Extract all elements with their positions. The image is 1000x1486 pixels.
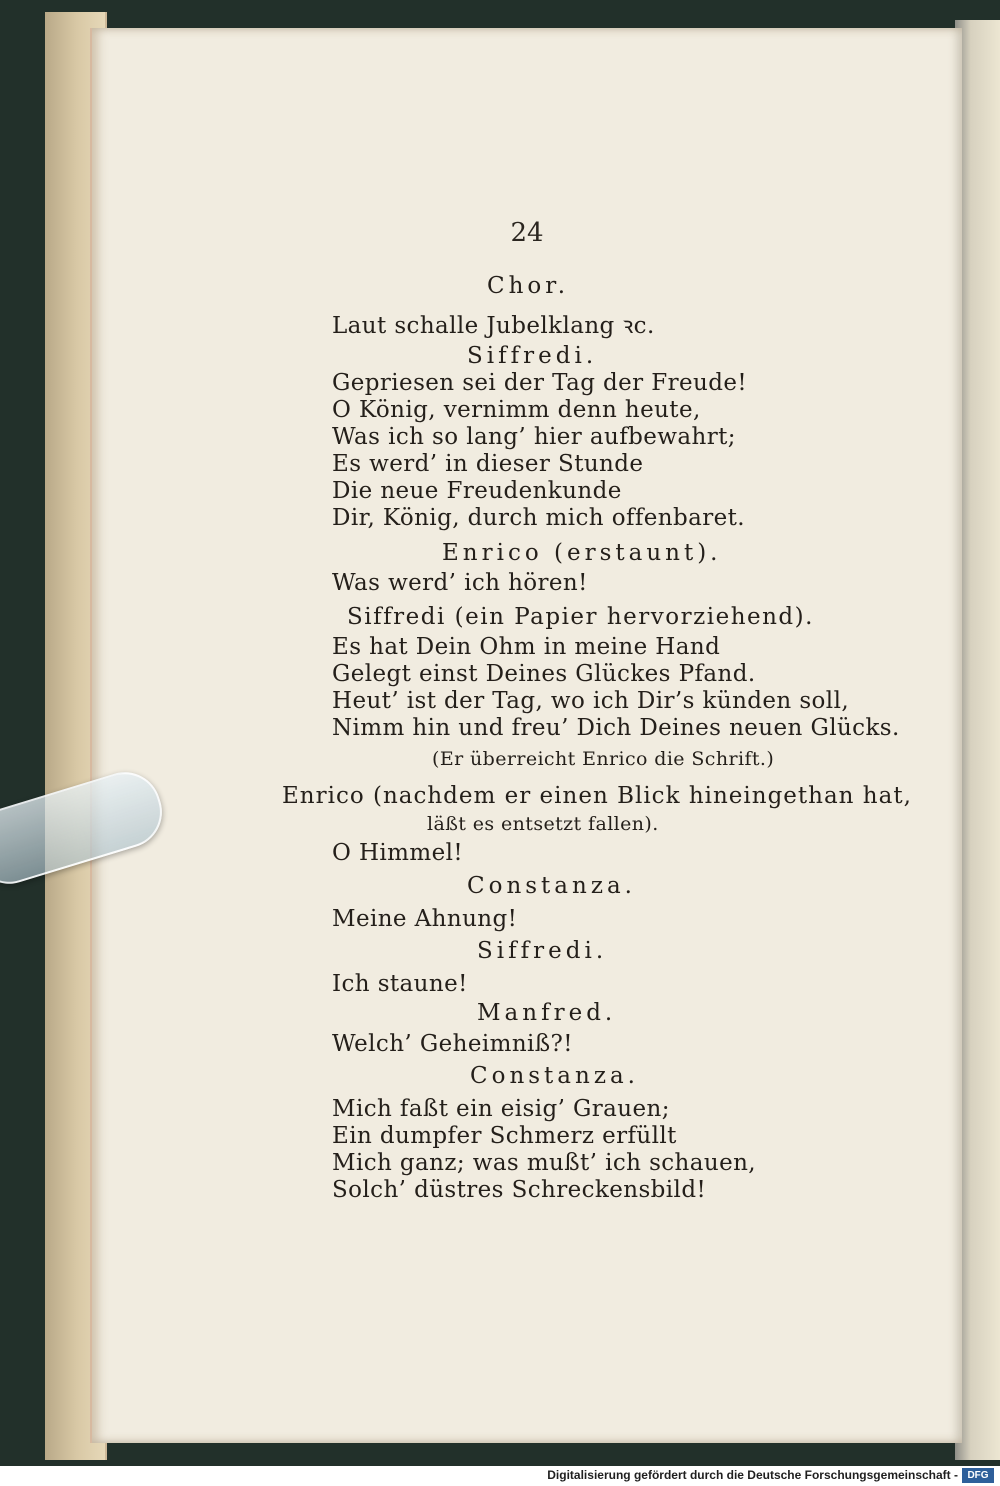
- speaker-heading: Constanza.: [467, 873, 636, 899]
- verse-line: Solch’ düstres Schreckensbild!: [332, 1177, 707, 1203]
- verse-line: Es hat Dein Ohm in meine Hand: [332, 634, 721, 660]
- verse-line: Die neue Freudenkunde: [332, 478, 622, 504]
- verse-line: Dir, König, durch mich offenbaret.: [332, 505, 746, 531]
- dfg-logo: DFG: [962, 1468, 994, 1483]
- stage-direction: läßt es entsetzt fallen).: [427, 813, 659, 835]
- verse-line: Mich ganz; was mußt’ ich schauen,: [332, 1150, 757, 1176]
- speaker-heading: Manfred.: [477, 1000, 617, 1026]
- funding-credit: Digitalisierung gefördert durch die Deutsche Forschungsgemeinschaft -: [547, 1468, 958, 1482]
- book-page: [90, 28, 962, 1443]
- verse-line: Es werd’ in dieser Stunde: [332, 451, 644, 477]
- speaker-heading: Chor.: [487, 273, 570, 299]
- verse-line: Gelegt einst Deines Glückes Pfand.: [332, 661, 756, 687]
- speaker-heading: Constanza.: [470, 1063, 639, 1089]
- verse-line: Mich faßt ein eisig’ Grauen;: [332, 1096, 670, 1122]
- speaker-heading: Enrico (erstaunt).: [442, 540, 722, 566]
- verse-line: Nimm hin und freu’ Dich Deines neuen Glücks.: [332, 715, 900, 741]
- page-number: 24: [510, 218, 544, 248]
- speaker-heading: Siffredi.: [477, 938, 608, 964]
- speaker-heading: Siffredi (ein Papier hervorziehend).: [347, 604, 814, 630]
- verse-line: Welch’ Geheimniß?!: [332, 1031, 573, 1057]
- verse-line: Ein dumpfer Schmerz erfüllt: [332, 1123, 677, 1149]
- verse-line: Gepriesen sei der Tag der Freude!: [332, 370, 748, 396]
- verse-line: Was werd’ ich hören!: [332, 570, 588, 596]
- verse-line: Was ich so lang’ hier aufbewahrt;: [332, 424, 736, 450]
- speaker-heading: Enrico (nachdem er einen Blick hineingethan hat,: [282, 783, 912, 809]
- verse-line: Ich staune!: [332, 971, 468, 997]
- verse-line: Laut schalle Jubelklang ꝛc.: [332, 313, 655, 339]
- verse-line: Heut’ ist der Tag, wo ich Dir’s künden soll,: [332, 688, 850, 714]
- verse-line: O Himmel!: [332, 840, 464, 866]
- speaker-heading: Siffredi.: [467, 343, 598, 369]
- verse-line: O König, vernimm denn heute,: [332, 397, 701, 423]
- verse-line: Meine Ahnung!: [332, 906, 518, 932]
- stage-direction: (Er überreicht Enrico die Schrift.): [432, 748, 775, 770]
- digitization-footer: [0, 1466, 1000, 1486]
